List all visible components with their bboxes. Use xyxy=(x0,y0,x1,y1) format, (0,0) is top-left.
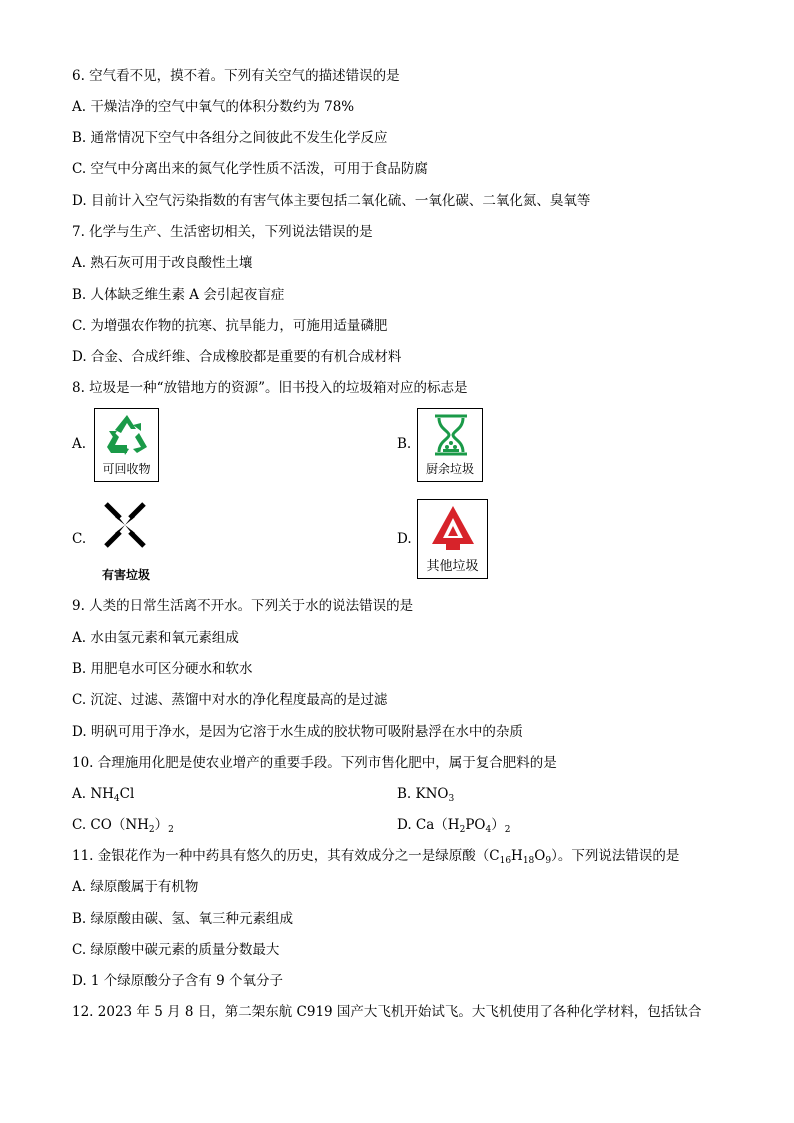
q11-option-d: D. 1 个绿原酸分子含有 9 个氧分子 xyxy=(72,973,283,989)
q8-stem: 8. 垃圾是一种“放错地方的资源”。旧书投入的垃圾箱对应的标志是 xyxy=(72,380,468,396)
recyclable-label: 可回收物 xyxy=(102,462,151,476)
q11-option-a: A. 绿原酸属于有机物 xyxy=(72,879,199,895)
q7-option-d: D. 合金、合成纤维、合成橡胶都是重要的有机合成材料 xyxy=(72,349,402,365)
q6-stem: 6. 空气看不见，摸不着。下列有关空气的描述错误的是 xyxy=(72,68,400,84)
q10-option-a: A. $NH_4Cl$ xyxy=(72,786,135,804)
q8-option-b-letter: B. xyxy=(397,436,412,452)
hourglass-icon xyxy=(431,413,471,457)
other-waste-sign xyxy=(417,499,488,579)
q6-option-b: B. 通常情况下空气中各组分之间彼此不发生化学反应 xyxy=(72,130,388,146)
q11-option-b: B. 绿原酸由碳、氢、氧三种元素组成 xyxy=(72,911,294,927)
q6-option-d: D. 目前计入空气污染指数的有害气体主要包括二氧化硫、一氧化碳、二氧化氮、臭氧等 xyxy=(72,193,591,209)
q10-option-d: D. $Ca(H_2PO_4)_2$ xyxy=(397,817,511,835)
kitchen-waste-sign xyxy=(417,408,483,482)
kitchen-waste-label: 厨余垃圾 xyxy=(425,462,474,476)
q7-option-c: C. 为增强农作物的抗寒、抗旱能力，可施用适量磷肥 xyxy=(72,318,388,334)
q9-option-c: C. 沉淀、过滤、蒸馏中对水的净化程度最高的是过滤 xyxy=(72,692,388,708)
q10-option-b: B. $KNO_3$ xyxy=(397,786,455,804)
other-waste-label: 其他垃圾 xyxy=(426,559,479,574)
q9-option-d: D. 明矾可用于净水，是因为它溶于水生成的胶状物可吸附悬浮在水中的杂质 xyxy=(72,724,523,740)
q7-option-b: B. 人体缺乏维生素 A 会引起夜盲症 xyxy=(72,287,285,303)
q7-stem: 7. 化学与生产、生活密切相关，下列说法错误的是 xyxy=(72,224,373,240)
other-waste-icon xyxy=(430,504,476,552)
hazardous-waste-label: 有害垃圾 xyxy=(101,568,150,582)
q6-option-c: C. 空气中分离出来的氮气化学性质不活泼，可用于食品防腐 xyxy=(72,161,428,177)
q10-stem: 10. 合理施用化肥是使农业增产的重要手段。下列市售化肥中，属于复合肥料的是 xyxy=(72,755,557,771)
hazard-cross-icon xyxy=(100,500,150,550)
q9-stem: 9. 人类的日常生活离不开水。下列关于水的说法错误的是 xyxy=(72,598,414,614)
q9-option-a: A. 水由氢元素和氧元素组成 xyxy=(72,630,239,646)
q8-option-d-letter: D. xyxy=(397,531,412,547)
recyclable-sign xyxy=(94,408,159,482)
q7-option-a: A. 熟石灰可用于改良酸性土壤 xyxy=(72,255,253,271)
q11-stem: 11. 金银花作为一种中药具有悠久的历史，其有效成分之一是绿原酸$(C_{16}H_{18}O_9)$。下列说法错误的是 xyxy=(72,848,680,866)
hazardous-waste-sign xyxy=(94,500,158,584)
q11-option-c: C. 绿原酸中碳元素的质量分数最大 xyxy=(72,942,280,958)
q8-option-a-letter: A. xyxy=(72,436,87,452)
q9-option-b: B. 用肥皂水可区分硬水和软水 xyxy=(72,661,253,677)
q6-option-a: A. 干燥洁净的空气中氧气的体积分数约为 78% xyxy=(72,99,355,115)
q10-option-c: C. $CO(NH_2)_2$ xyxy=(72,817,174,835)
q8-option-c-letter: C. xyxy=(72,531,87,547)
q12-stem: 12. 2023 年 5 月 8 日，第二架东航 C919 国产大飞机开始试飞。大飞机使用了各种化学材料，包括钛合 xyxy=(72,1004,702,1020)
recycle-icon xyxy=(103,413,151,457)
